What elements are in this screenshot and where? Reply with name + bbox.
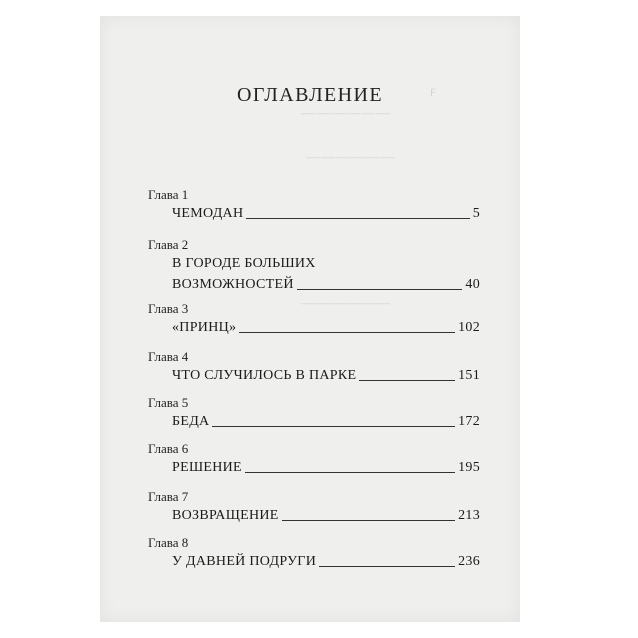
chapter-title-row: [148, 365, 480, 386]
chapter-title: ВОЗВРАЩЕНИЕ: [172, 508, 279, 523]
page-number: 172: [458, 414, 480, 429]
chapter-title-row: [148, 203, 480, 224]
chapter-title-row: [148, 505, 480, 526]
chapter-title: ВОЗМОЖНОСТЕЙ: [172, 277, 294, 292]
chapter-title: «ПРИНЦ»: [172, 320, 237, 335]
leader-line: [212, 425, 455, 427]
chapter-label: Глава 2: [148, 237, 189, 252]
chapter-label: Глава 3: [148, 301, 189, 316]
page-number: 102: [458, 320, 480, 335]
chapter-title: ЧТО СЛУЧИЛОСЬ В ПАРКЕ: [172, 368, 357, 383]
toc-entry: [148, 348, 480, 386]
chapter-title: ЧЕМОДАН: [172, 206, 244, 221]
toc-entry: [148, 236, 480, 295]
chapter-label: Глава 6: [148, 441, 189, 456]
chapter-title-row: [148, 317, 480, 338]
leader-line: [246, 217, 469, 219]
chapter-title: БЕДА: [172, 414, 210, 429]
chapter-label: Глава 7: [148, 489, 189, 504]
toc-entry: [148, 440, 480, 478]
toc-entry: [148, 394, 480, 432]
toc-entry: [148, 186, 480, 224]
page-number: 5: [472, 206, 480, 221]
bleed-through-text-2: ——————: [305, 150, 395, 165]
chapter-label: Глава 1: [148, 187, 189, 202]
chapter-title: РЕШЕНИЕ: [172, 460, 242, 475]
toc-entry: [148, 488, 480, 526]
leader-line: [297, 288, 463, 290]
chapter-label: Глава 4: [148, 349, 189, 364]
chapter-title-row: [148, 274, 480, 295]
chapter-title-line: В ГОРОДЕ БОЛЬШИХ: [172, 256, 316, 271]
chapter-label: Глава 5: [148, 395, 189, 410]
leader-line: [359, 379, 455, 381]
leader-line: [239, 331, 455, 333]
chapter-label: Глава 8: [148, 535, 189, 550]
leader-line: [319, 565, 455, 567]
toc-entry: [148, 534, 480, 572]
chapter-title-row: [148, 551, 480, 572]
bleed-through-text-3: ——————: [300, 296, 390, 311]
page-number: 40: [465, 277, 480, 292]
page-number: 195: [458, 460, 480, 475]
toc-entry: [148, 300, 480, 338]
page-number: 151: [458, 368, 480, 383]
bleed-through-text-1: ——————: [300, 106, 390, 121]
chapter-title-row: [148, 411, 480, 432]
page-number: 213: [458, 508, 480, 523]
page-number: 236: [458, 554, 480, 569]
chapter-title: У ДАВНЕЙ ПОДРУГИ: [172, 554, 317, 569]
toc-title: ОГЛАВЛЕНИЕ: [237, 84, 383, 106]
leader-line: [282, 519, 455, 521]
leader-line: [245, 471, 455, 473]
chapter-title-row: [148, 457, 480, 478]
